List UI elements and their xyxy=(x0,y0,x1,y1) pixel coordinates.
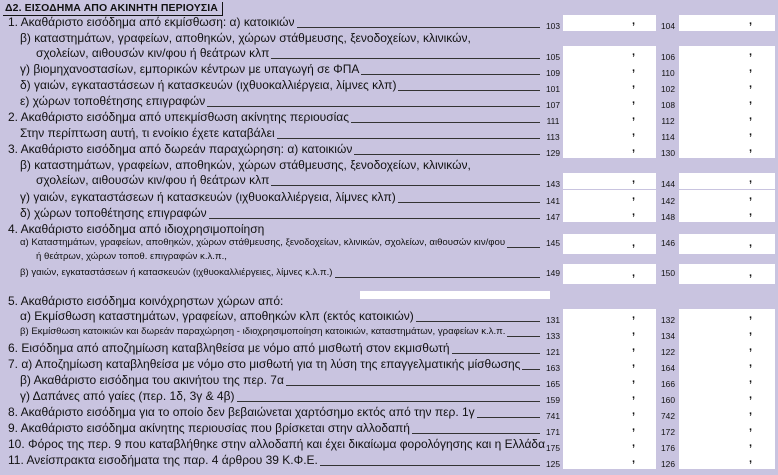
field-code: 103 xyxy=(546,21,560,31)
decimal-comma: , xyxy=(632,373,636,385)
row-label: σχολείων, αιθουσών κιν/φου ή θεάτρων κλπ xyxy=(36,173,270,187)
amount-input[interactable] xyxy=(679,325,775,341)
field-code: 141 xyxy=(546,196,560,206)
row-label: β) Ακαθάριστο εισόδημα του ακινήτου της περ. 7α xyxy=(20,373,284,387)
decimal-comma: , xyxy=(749,142,753,154)
field-code: 149 xyxy=(546,268,560,278)
field-code: 164 xyxy=(661,363,675,373)
amount-input[interactable] xyxy=(563,110,656,126)
amount-input[interactable] xyxy=(563,190,656,206)
field-code: 132 xyxy=(661,315,675,325)
decimal-comma: , xyxy=(632,110,636,122)
form-row xyxy=(0,294,778,310)
form-row xyxy=(0,78,778,94)
section-title: Δ2. ΕΙΣΟΔΗΜΑ ΑΠΟ ΑΚΙΝΗΤΗ ΠΕΡΙΟΥΣΙΑ xyxy=(3,2,223,16)
form-row xyxy=(0,250,778,266)
row-label: α) Καταστημάτων, γραφείων, αποθηκών, χώρων στάθμευσης, ξενοδοχείων, κλινικών, σχολείων, αιθουσών κιν/φου xyxy=(20,237,506,248)
row-label: 8. Ακαθάριστο εισόδημα για το οποίο δεν βεβαιώνεται χαρτόσημο εκτός από την περ. 1γ xyxy=(8,405,475,419)
amount-input[interactable] xyxy=(563,405,656,421)
row-label: ή θεάτρων, χώρων τοποθ. επιγραφών κ.λ.π., xyxy=(36,251,227,262)
field-code: 113 xyxy=(546,132,560,142)
form-row xyxy=(0,46,778,62)
decimal-comma: , xyxy=(632,78,636,90)
form-row xyxy=(0,357,778,373)
decimal-comma: , xyxy=(632,126,636,138)
leader-line xyxy=(507,247,540,248)
form-row xyxy=(0,110,778,126)
amount-input[interactable] xyxy=(679,264,775,284)
leader-line xyxy=(452,353,540,354)
decimal-comma: , xyxy=(632,389,636,401)
amount-input[interactable] xyxy=(563,325,656,341)
leader-line xyxy=(398,90,540,91)
field-code: 130 xyxy=(661,148,675,158)
row-label: 7. α) Αποζημίωση καταβληθείσα με νόμο στο μισθωτή για τη λύση της επαγγελματικής μίσθωσης xyxy=(8,357,521,371)
amount-input[interactable] xyxy=(563,173,656,189)
form-row xyxy=(0,173,778,189)
decimal-comma: , xyxy=(749,325,753,337)
decimal-comma: , xyxy=(749,405,753,417)
leader-line xyxy=(354,154,540,155)
amount-input[interactable] xyxy=(679,341,775,357)
form-row xyxy=(0,266,778,282)
field-code: 108 xyxy=(661,100,675,110)
amount-input[interactable] xyxy=(563,389,656,405)
amount-input[interactable] xyxy=(563,206,656,222)
field-code: 112 xyxy=(661,116,675,126)
amount-input[interactable] xyxy=(679,94,775,110)
row-label: 10. Φόρος της περ. 9 που καταβλήθηκε στην αλλοδαπή και έχει δικαίωμα φορολόγησης και η Ελλάδα xyxy=(8,437,546,451)
amount-input[interactable] xyxy=(563,94,656,110)
leader-line xyxy=(320,465,540,466)
field-code: 741 xyxy=(546,411,560,421)
field-code: 742 xyxy=(661,411,675,421)
row-label: γ) βιομηχανοστασίων, εμπορικών κέντρων με υπαγωγή σε ΦΠΑ xyxy=(20,62,360,76)
decimal-comma: , xyxy=(749,78,753,90)
decimal-comma: , xyxy=(749,190,753,202)
amount-input[interactable] xyxy=(679,142,775,158)
decimal-comma: , xyxy=(749,15,753,27)
field-code: 126 xyxy=(661,459,675,469)
decimal-comma: , xyxy=(632,357,636,369)
decimal-comma: , xyxy=(749,94,753,106)
form-row xyxy=(0,373,778,389)
form-row xyxy=(0,309,778,325)
field-code: 143 xyxy=(546,179,560,189)
amount-input[interactable] xyxy=(563,453,656,469)
amount-input[interactable] xyxy=(679,190,775,206)
decimal-comma: , xyxy=(632,405,636,417)
field-code: 121 xyxy=(546,347,560,357)
amount-input[interactable] xyxy=(563,264,656,284)
amount-input[interactable] xyxy=(679,110,775,126)
row-label: γ) Δαπάνες από γαίες (περ. 1δ, 3γ & 4β) xyxy=(20,389,235,403)
decimal-comma: , xyxy=(749,389,753,401)
field-code: 106 xyxy=(661,52,675,62)
row-label: δ) χώρων τοποθέτησης επιγραφών xyxy=(20,206,207,220)
row-label: α) Εκμίσθωση καταστημάτων, γραφείων, αποθηκών κλπ (εκτός κατοικιών) xyxy=(20,309,414,323)
form-row xyxy=(0,142,778,158)
form-row xyxy=(0,389,778,405)
leader-line xyxy=(335,277,540,278)
amount-input[interactable] xyxy=(563,437,656,453)
form-row xyxy=(0,325,778,341)
decimal-comma: , xyxy=(749,126,753,138)
amount-input[interactable] xyxy=(563,15,656,31)
decimal-comma: , xyxy=(632,237,636,249)
decimal-comma: , xyxy=(632,173,636,185)
decimal-comma: , xyxy=(749,437,753,449)
field-code: 122 xyxy=(661,347,675,357)
form-row xyxy=(0,341,778,357)
decimal-comma: , xyxy=(632,206,636,218)
form-row xyxy=(0,421,778,437)
amount-input[interactable] xyxy=(679,437,775,453)
form-row xyxy=(0,126,778,142)
amount-input[interactable] xyxy=(679,206,775,222)
row-label: β) καταστημάτων, γραφείων, αποθηκών, χώρων στάθμευσης, ξενοδοχείων, κλινικών, xyxy=(20,31,471,45)
amount-input[interactable] xyxy=(563,421,656,437)
leader-line xyxy=(351,122,540,123)
form-row xyxy=(0,15,778,31)
field-code: 110 xyxy=(661,68,675,78)
field-code: 175 xyxy=(546,443,560,453)
form-row xyxy=(0,94,778,110)
decimal-comma: , xyxy=(632,341,636,353)
decimal-comma: , xyxy=(749,206,753,218)
amount-input[interactable] xyxy=(563,46,656,62)
field-code: 104 xyxy=(661,21,675,31)
form-row xyxy=(0,405,778,421)
field-code: 148 xyxy=(661,212,675,222)
amount-input[interactable] xyxy=(679,126,775,142)
leader-line xyxy=(277,138,540,139)
decimal-comma: , xyxy=(632,453,636,465)
field-code: 160 xyxy=(661,395,675,405)
row-label: β) καταστημάτων, γραφείων, αποθηκών, χώρων στάθμευσης, ξενοδοχείων, κλινικών, xyxy=(20,158,471,172)
decimal-comma: , xyxy=(749,267,753,279)
decimal-comma: , xyxy=(632,190,636,202)
field-code: 171 xyxy=(546,427,560,437)
field-code: 134 xyxy=(661,331,675,341)
decimal-comma: , xyxy=(749,173,753,185)
decimal-comma: , xyxy=(632,94,636,106)
field-code: 107 xyxy=(546,100,560,110)
row-label: 9. Ακαθάριστο εισόδημα ακίνητης περιουσίας που βρίσκεται στην αλλοδαπή xyxy=(8,421,410,435)
row-label: ε) χώρων τοποθέτησης επιγραφών xyxy=(20,94,206,108)
decimal-comma: , xyxy=(749,309,753,321)
form-row xyxy=(0,62,778,78)
row-label: 5. Ακαθάριστο εισόδημα κοινόχρηστων χώρων από: xyxy=(8,294,284,308)
row-label: 1. Ακαθάριστο εισόδημα από εκμίσθωση: α) κατοικιών xyxy=(8,15,295,29)
decimal-comma: , xyxy=(749,110,753,122)
amount-input[interactable] xyxy=(679,405,775,421)
amount-input[interactable] xyxy=(563,78,656,94)
row-label: β) Εκμίσθωση κατοικιών και δωρεάν παραχώρηση - ιδιοχρησιμοποίηση κατοικιών, καταστημάτων, γραφείων κ.λ.π. xyxy=(20,326,506,337)
field-code: 165 xyxy=(546,379,560,389)
decimal-comma: , xyxy=(632,62,636,74)
row-label: δ) γαιών, εγκαταστάσεων ή κατασκευών (ιχθυοκαλλιέργεια, λίμνες κλπ) xyxy=(20,78,397,92)
decimal-comma: , xyxy=(749,46,753,58)
leader-line xyxy=(477,417,540,418)
field-code: 114 xyxy=(661,132,675,142)
amount-input[interactable] xyxy=(679,62,775,78)
amount-input[interactable] xyxy=(679,453,775,469)
amount-input[interactable] xyxy=(563,126,656,142)
leader-line xyxy=(209,218,540,219)
decimal-comma: , xyxy=(632,267,636,279)
field-code: 109 xyxy=(546,68,560,78)
field-code: 144 xyxy=(661,179,675,189)
leader-line xyxy=(398,202,540,203)
field-code: 133 xyxy=(546,331,560,341)
amount-input[interactable] xyxy=(679,173,775,189)
leader-line xyxy=(507,336,540,337)
field-code: 172 xyxy=(661,427,675,437)
row-label: γ) γαιών, εγκαταστάσεων ή κατασκευών (ιχθυοκαλλιέργεια, λίμνες κλπ) xyxy=(20,190,396,204)
row-label: 2. Ακαθάριστο εισόδημα από υπεκμίσθωση ακίνητης περιουσίας xyxy=(8,110,350,124)
field-code: 142 xyxy=(661,196,675,206)
decimal-comma: , xyxy=(749,373,753,385)
field-code: 159 xyxy=(546,395,560,405)
leader-line xyxy=(271,185,540,186)
leader-line xyxy=(207,106,540,107)
decimal-comma: , xyxy=(632,421,636,433)
decimal-comma: , xyxy=(749,421,753,433)
amount-input[interactable] xyxy=(563,309,656,325)
amount-input[interactable] xyxy=(679,78,775,94)
row-label: 6. Εισόδημα από αποζημίωση καταβληθείσα με νόμο από μισθωτή στον εκμισθωτή xyxy=(8,341,450,355)
field-code: 166 xyxy=(661,379,675,389)
field-code: 146 xyxy=(661,238,675,248)
leader-line xyxy=(237,401,540,402)
decimal-comma: , xyxy=(749,341,753,353)
decimal-comma: , xyxy=(749,62,753,74)
amount-input[interactable] xyxy=(679,309,775,325)
field-code: 129 xyxy=(546,148,560,158)
amount-input[interactable] xyxy=(679,389,775,405)
amount-input[interactable] xyxy=(679,421,775,437)
field-code: 147 xyxy=(546,212,560,222)
leader-line xyxy=(412,433,540,434)
amount-input[interactable] xyxy=(679,15,775,31)
decimal-comma: , xyxy=(749,237,753,249)
field-code: 176 xyxy=(661,443,675,453)
amount-input[interactable] xyxy=(679,373,775,389)
field-code: 131 xyxy=(546,315,560,325)
amount-input[interactable] xyxy=(563,373,656,389)
decimal-comma: , xyxy=(632,309,636,321)
amount-input[interactable] xyxy=(563,142,656,158)
form-row xyxy=(0,190,778,206)
row-label: β) γαιών, εγκαταστάσεων ή κατασκευών (ιχθυοκαλλιέργειες, λίμνες κ.λ.π.) xyxy=(20,267,333,278)
amount-input[interactable] xyxy=(563,341,656,357)
leader-line xyxy=(416,321,540,322)
field-code: 125 xyxy=(546,459,560,469)
field-code: 101 xyxy=(546,84,560,94)
decimal-comma: , xyxy=(632,46,636,58)
leader-line xyxy=(297,27,540,28)
field-code: 163 xyxy=(546,363,560,373)
row-label: 11. Ανείσπρακτα εισοδήματα της παρ. 4 άρθρου 39 Κ.Φ.Ε. xyxy=(8,453,318,467)
form-row xyxy=(0,206,778,222)
field-code: 102 xyxy=(661,84,675,94)
row-label: σχολείων, αιθουσών κιν/φου ή θεάτρων κλπ xyxy=(36,46,270,60)
amount-input[interactable] xyxy=(679,46,775,62)
decimal-comma: , xyxy=(749,357,753,369)
amount-input[interactable] xyxy=(679,357,775,373)
decimal-comma: , xyxy=(632,325,636,337)
form-row xyxy=(0,437,778,453)
leader-line xyxy=(286,385,540,386)
amount-input[interactable] xyxy=(563,62,656,78)
row-label: 4. Ακαθάριστο εισόδημα από ιδιοχρησιμοποίηση xyxy=(8,222,265,236)
row-label: 3. Ακαθάριστο εισόδημα από δωρεάν παραχώρηση: α) κατοικιών xyxy=(8,142,353,156)
decimal-comma: , xyxy=(632,142,636,154)
field-code: 145 xyxy=(546,238,560,248)
decimal-comma: , xyxy=(632,437,636,449)
leader-line xyxy=(271,58,540,59)
field-code: 105 xyxy=(546,52,560,62)
leader-line xyxy=(522,369,540,370)
decimal-comma: , xyxy=(632,15,636,27)
field-code: 150 xyxy=(661,268,675,278)
amount-input[interactable] xyxy=(563,357,656,373)
decimal-comma: , xyxy=(749,453,753,465)
row-label: Στην περίπτωση αυτή, τι ενοίκιο έχετε καταβάλει xyxy=(20,126,275,140)
form-row xyxy=(0,31,778,47)
leader-line xyxy=(361,74,540,75)
form-row xyxy=(0,158,778,174)
form-row xyxy=(0,453,778,469)
field-code: 111 xyxy=(546,116,560,126)
